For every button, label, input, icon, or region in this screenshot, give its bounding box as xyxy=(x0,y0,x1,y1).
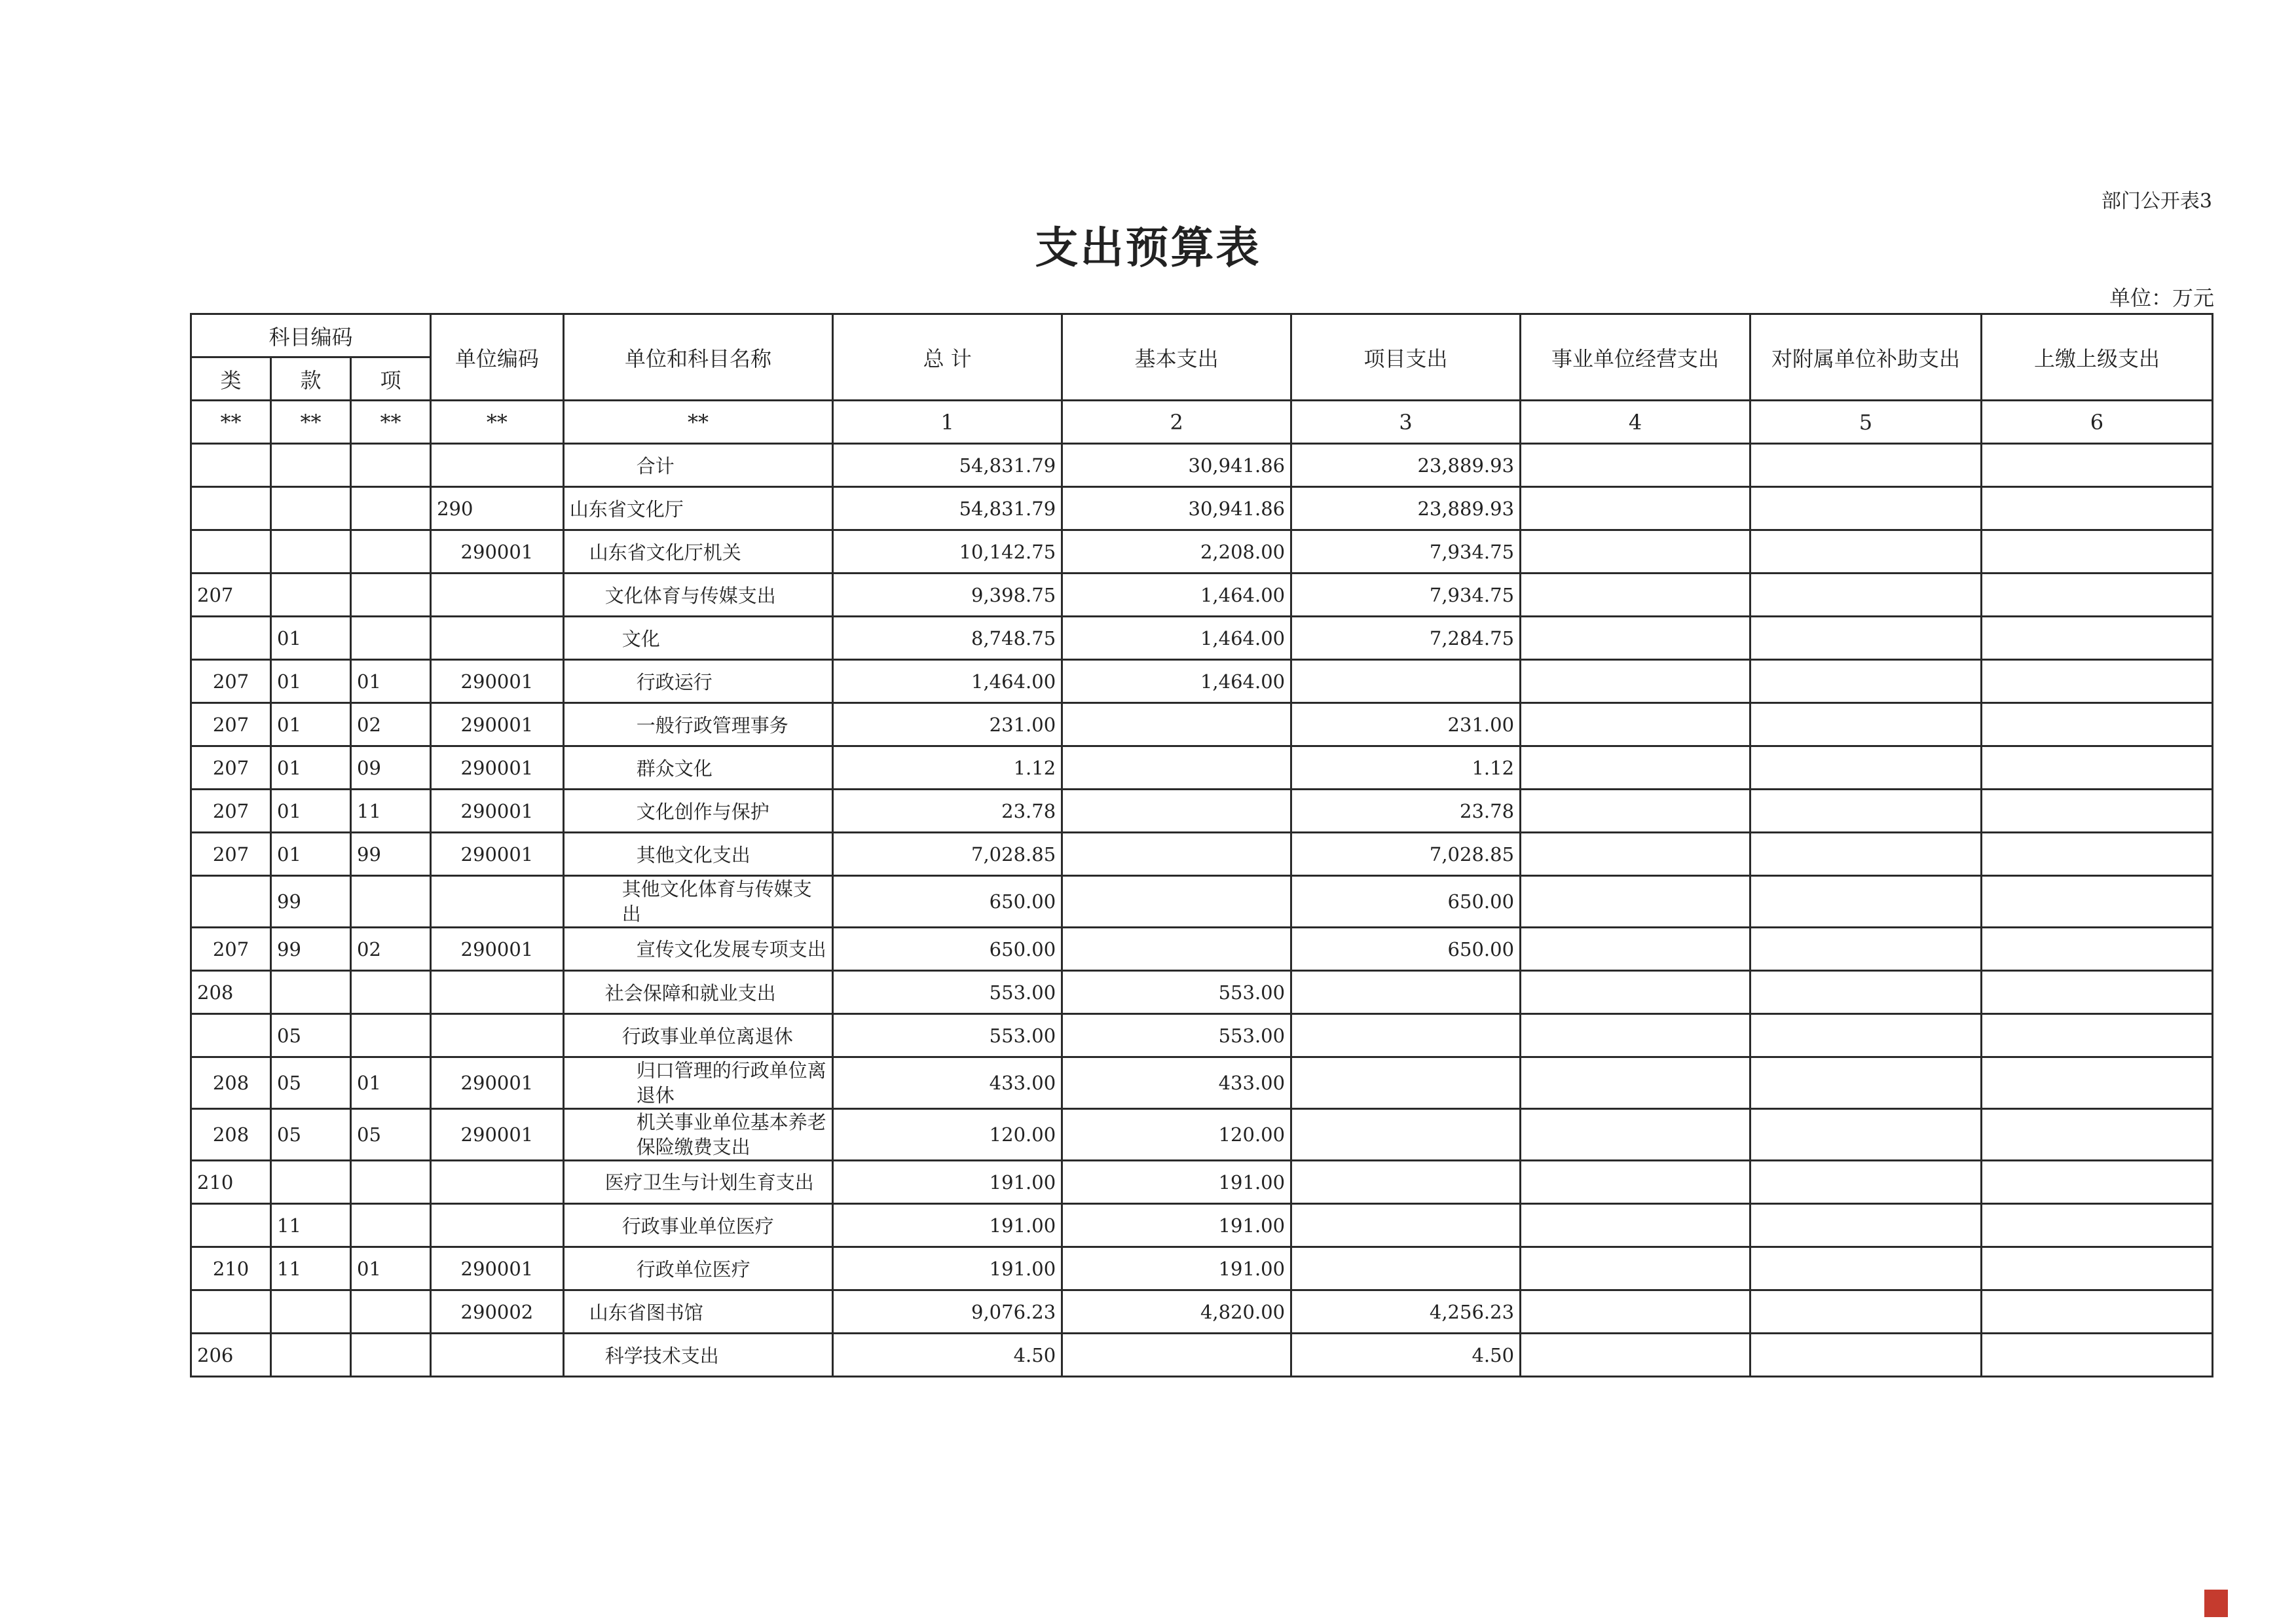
cell-remit xyxy=(1981,530,2212,574)
cell-total: 433.00 xyxy=(833,1057,1062,1109)
cell-unit-code xyxy=(431,876,564,928)
cell-subsidy xyxy=(1750,530,1981,574)
cell-project xyxy=(1291,1161,1521,1204)
cell-kuan xyxy=(271,487,351,530)
table-row xyxy=(191,1334,2213,1377)
cell-unit-code: 290001 xyxy=(431,928,564,971)
cell-business xyxy=(1521,617,1750,660)
cell-basic: 191.00 xyxy=(1062,1204,1291,1247)
cell-kuan xyxy=(271,444,351,487)
cell-remit xyxy=(1981,1334,2212,1377)
cell-business xyxy=(1521,971,1750,1014)
cell-remit xyxy=(1981,487,2212,530)
cell-lei: 210 xyxy=(191,1161,271,1204)
cell-unit-name: 行政运行 xyxy=(563,660,832,703)
cell-lei xyxy=(191,1204,271,1247)
cell-business xyxy=(1521,1290,1750,1334)
cell-kuan xyxy=(271,1334,351,1377)
cell-remit xyxy=(1981,1161,2212,1204)
column-index: ** xyxy=(271,401,351,444)
cell-xiang: 01 xyxy=(351,1247,431,1290)
cell-total: 120.00 xyxy=(833,1109,1062,1161)
cell-business xyxy=(1521,703,1750,746)
cell-unit-name: 合计 xyxy=(563,444,832,487)
cell-remit xyxy=(1981,660,2212,703)
cell-unit-code: 290001 xyxy=(431,1109,564,1161)
cell-project xyxy=(1291,1247,1521,1290)
cell-basic: 120.00 xyxy=(1062,1109,1291,1161)
cell-project xyxy=(1291,660,1521,703)
cell-subsidy xyxy=(1750,1290,1981,1334)
cell-project xyxy=(1291,971,1521,1014)
cell-subsidy xyxy=(1750,746,1981,790)
cell-unit-name: 文化创作与保护 xyxy=(563,790,832,833)
cell-xiang: 01 xyxy=(351,1057,431,1109)
table-row xyxy=(191,928,2213,971)
table-row xyxy=(191,1014,2213,1057)
cell-remit xyxy=(1981,928,2212,971)
cell-basic: 1,464.00 xyxy=(1062,574,1291,617)
cell-remit xyxy=(1981,1109,2212,1161)
cell-business xyxy=(1521,833,1750,876)
cell-lei: 208 xyxy=(191,1057,271,1109)
cell-business xyxy=(1521,928,1750,971)
cell-kuan: 01 xyxy=(271,790,351,833)
cell-project: 1.12 xyxy=(1291,746,1521,790)
cell-unit-code: 290001 xyxy=(431,1057,564,1109)
table-row xyxy=(191,444,2213,487)
cell-lei: 208 xyxy=(191,1109,271,1161)
cell-unit-code xyxy=(431,1204,564,1247)
cell-project: 7,934.75 xyxy=(1291,530,1521,574)
cell-business xyxy=(1521,1109,1750,1161)
cell-unit-code xyxy=(431,444,564,487)
cell-total: 54,831.79 xyxy=(833,487,1062,530)
cell-unit-code: 290001 xyxy=(431,530,564,574)
cell-subsidy xyxy=(1750,1057,1981,1109)
table-row xyxy=(191,971,2213,1014)
header-total: 总 计 xyxy=(833,314,1062,401)
cell-total: 650.00 xyxy=(833,876,1062,928)
header-remit-expenditure: 上缴上级支出 xyxy=(1981,314,2212,401)
cell-xiang xyxy=(351,617,431,660)
cell-project: 650.00 xyxy=(1291,928,1521,971)
cell-basic: 30,941.86 xyxy=(1062,444,1291,487)
cell-kuan: 99 xyxy=(271,876,351,928)
cell-basic xyxy=(1062,928,1291,971)
cell-subsidy xyxy=(1750,928,1981,971)
header-basic-expenditure: 基本支出 xyxy=(1062,314,1291,401)
header-xiang: 项 xyxy=(351,357,431,401)
cell-total: 1.12 xyxy=(833,746,1062,790)
column-index: ** xyxy=(431,401,564,444)
table-row xyxy=(191,617,2213,660)
cell-xiang xyxy=(351,1204,431,1247)
cell-xiang xyxy=(351,876,431,928)
cell-lei: 207 xyxy=(191,790,271,833)
cell-kuan: 01 xyxy=(271,833,351,876)
cell-basic: 191.00 xyxy=(1062,1161,1291,1204)
cell-kuan xyxy=(271,971,351,1014)
cell-unit-code: 290 xyxy=(431,487,564,530)
cell-total: 650.00 xyxy=(833,928,1062,971)
cell-project xyxy=(1291,1109,1521,1161)
cell-basic: 1,464.00 xyxy=(1062,617,1291,660)
table-row xyxy=(191,1290,2213,1334)
header-kuan: 款 xyxy=(271,357,351,401)
cell-business xyxy=(1521,487,1750,530)
cell-total: 9,398.75 xyxy=(833,574,1062,617)
cell-project xyxy=(1291,1014,1521,1057)
cell-business xyxy=(1521,1247,1750,1290)
cell-xiang xyxy=(351,1014,431,1057)
cell-project: 23.78 xyxy=(1291,790,1521,833)
cell-kuan: 05 xyxy=(271,1057,351,1109)
column-index: 3 xyxy=(1291,401,1521,444)
cell-business xyxy=(1521,1014,1750,1057)
cell-subsidy xyxy=(1750,703,1981,746)
cell-unit-code xyxy=(431,617,564,660)
cell-total: 191.00 xyxy=(833,1204,1062,1247)
cell-kuan: 11 xyxy=(271,1247,351,1290)
table-row xyxy=(191,530,2213,574)
table-row xyxy=(191,574,2213,617)
header-unit-code: 单位编码 xyxy=(431,314,564,401)
cell-kuan: 01 xyxy=(271,703,351,746)
cell-unit-name: 宣传文化发展专项支出 xyxy=(563,928,832,971)
cell-total: 553.00 xyxy=(833,1014,1062,1057)
cell-kuan xyxy=(271,574,351,617)
table-row xyxy=(191,660,2213,703)
cell-lei: 206 xyxy=(191,1334,271,1377)
cell-remit xyxy=(1981,1290,2212,1334)
cell-xiang xyxy=(351,971,431,1014)
cell-total: 191.00 xyxy=(833,1247,1062,1290)
header-subsidy-expenditure: 对附属单位补助支出 xyxy=(1750,314,1981,401)
cell-basic: 191.00 xyxy=(1062,1247,1291,1290)
cell-unit-code: 290001 xyxy=(431,833,564,876)
cell-unit-name: 其他文化体育与传媒支出 xyxy=(563,876,832,928)
cell-unit-name: 科学技术支出 xyxy=(563,1334,832,1377)
cell-total: 231.00 xyxy=(833,703,1062,746)
cell-unit-name: 群众文化 xyxy=(563,746,832,790)
cell-kuan: 01 xyxy=(271,660,351,703)
table-body xyxy=(191,444,2213,1377)
cell-basic: 553.00 xyxy=(1062,1014,1291,1057)
cell-total: 8,748.75 xyxy=(833,617,1062,660)
table-row xyxy=(191,487,2213,530)
cell-unit-name: 机关事业单位基本养老保险缴费支出 xyxy=(563,1109,832,1161)
cell-remit xyxy=(1981,574,2212,617)
column-index: 4 xyxy=(1521,401,1750,444)
cell-xiang: 11 xyxy=(351,790,431,833)
cell-unit-name: 归口管理的行政单位离退休 xyxy=(563,1057,832,1109)
cell-kuan: 01 xyxy=(271,746,351,790)
cell-subsidy xyxy=(1750,1161,1981,1204)
column-index: ** xyxy=(563,401,832,444)
cell-subsidy xyxy=(1750,1334,1981,1377)
cell-basic: 553.00 xyxy=(1062,971,1291,1014)
cell-lei xyxy=(191,1290,271,1334)
cell-project: 7,934.75 xyxy=(1291,574,1521,617)
cell-business xyxy=(1521,876,1750,928)
cell-lei: 207 xyxy=(191,928,271,971)
table-row xyxy=(191,1057,2213,1109)
cell-total: 10,142.75 xyxy=(833,530,1062,574)
table-row xyxy=(191,1247,2213,1290)
cell-kuan: 01 xyxy=(271,617,351,660)
table-header xyxy=(191,314,2213,444)
cell-remit xyxy=(1981,833,2212,876)
cell-unit-code: 290001 xyxy=(431,703,564,746)
table-row xyxy=(191,833,2213,876)
cell-basic xyxy=(1062,1334,1291,1377)
cell-business xyxy=(1521,574,1750,617)
cell-basic: 2,208.00 xyxy=(1062,530,1291,574)
cell-remit xyxy=(1981,1014,2212,1057)
cell-unit-code xyxy=(431,1334,564,1377)
header-business-expenditure: 事业单位经营支出 xyxy=(1521,314,1750,401)
table-row xyxy=(191,1109,2213,1161)
cell-lei xyxy=(191,1014,271,1057)
cell-kuan: 99 xyxy=(271,928,351,971)
cell-basic: 30,941.86 xyxy=(1062,487,1291,530)
cell-subsidy xyxy=(1750,617,1981,660)
cell-kuan xyxy=(271,1290,351,1334)
cell-subsidy xyxy=(1750,444,1981,487)
cell-subsidy xyxy=(1750,1247,1981,1290)
cell-remit xyxy=(1981,1247,2212,1290)
cell-subsidy xyxy=(1750,1014,1981,1057)
page-title: 支出预算表 xyxy=(1035,223,1261,273)
unit-label: 单位：万元 xyxy=(2109,285,2214,310)
cell-subsidy xyxy=(1750,660,1981,703)
cell-kuan: 11 xyxy=(271,1204,351,1247)
cell-subsidy xyxy=(1750,1109,1981,1161)
cell-xiang xyxy=(351,574,431,617)
cell-lei: 207 xyxy=(191,746,271,790)
cell-lei xyxy=(191,444,271,487)
column-index: 5 xyxy=(1750,401,1981,444)
cell-business xyxy=(1521,790,1750,833)
header-lei: 类 xyxy=(191,357,271,401)
table-number: 部门公开表3 xyxy=(2101,190,2212,213)
cell-unit-name: 医疗卫生与计划生育支出 xyxy=(563,1161,832,1204)
cell-subsidy xyxy=(1750,833,1981,876)
cell-xiang: 02 xyxy=(351,928,431,971)
cell-unit-name: 行政事业单位离退休 xyxy=(563,1014,832,1057)
cell-unit-code: 290001 xyxy=(431,746,564,790)
cell-unit-name: 一般行政管理事务 xyxy=(563,703,832,746)
cell-lei xyxy=(191,487,271,530)
seal-stamp xyxy=(2204,1590,2228,1617)
cell-xiang xyxy=(351,487,431,530)
cell-remit xyxy=(1981,617,2212,660)
column-index: ** xyxy=(191,401,271,444)
cell-project: 231.00 xyxy=(1291,703,1521,746)
cell-basic xyxy=(1062,876,1291,928)
cell-unit-name: 行政单位医疗 xyxy=(563,1247,832,1290)
cell-xiang: 02 xyxy=(351,703,431,746)
cell-xiang xyxy=(351,530,431,574)
cell-subsidy xyxy=(1750,971,1981,1014)
cell-business xyxy=(1521,530,1750,574)
column-index: 1 xyxy=(833,401,1062,444)
cell-lei: 207 xyxy=(191,833,271,876)
cell-kuan xyxy=(271,530,351,574)
cell-unit-code xyxy=(431,1014,564,1057)
cell-unit-name: 其他文化支出 xyxy=(563,833,832,876)
cell-kuan: 05 xyxy=(271,1014,351,1057)
cell-xiang xyxy=(351,1290,431,1334)
cell-unit-name: 山东省文化厅机关 xyxy=(563,530,832,574)
cell-remit xyxy=(1981,790,2212,833)
cell-unit-code xyxy=(431,574,564,617)
cell-basic: 433.00 xyxy=(1062,1057,1291,1109)
cell-unit-code xyxy=(431,1161,564,1204)
cell-lei xyxy=(191,617,271,660)
cell-total: 9,076.23 xyxy=(833,1290,1062,1334)
cell-lei xyxy=(191,876,271,928)
cell-total: 1,464.00 xyxy=(833,660,1062,703)
column-index: 6 xyxy=(1981,401,2212,444)
cell-project: 650.00 xyxy=(1291,876,1521,928)
cell-unit-name: 山东省图书馆 xyxy=(563,1290,832,1334)
cell-unit-code: 290001 xyxy=(431,660,564,703)
expenditure-budget-table xyxy=(190,313,2213,1377)
table-row xyxy=(191,790,2213,833)
cell-remit xyxy=(1981,876,2212,928)
cell-project xyxy=(1291,1204,1521,1247)
cell-total: 7,028.85 xyxy=(833,833,1062,876)
cell-basic xyxy=(1062,833,1291,876)
cell-unit-name: 文化体育与传媒支出 xyxy=(563,574,832,617)
cell-xiang: 99 xyxy=(351,833,431,876)
cell-remit xyxy=(1981,1204,2212,1247)
cell-subsidy xyxy=(1750,574,1981,617)
cell-remit xyxy=(1981,444,2212,487)
cell-lei: 208 xyxy=(191,971,271,1014)
cell-unit-name: 文化 xyxy=(563,617,832,660)
cell-unit-code: 290001 xyxy=(431,1247,564,1290)
cell-kuan xyxy=(271,1161,351,1204)
cell-lei: 207 xyxy=(191,660,271,703)
cell-lei xyxy=(191,530,271,574)
cell-remit xyxy=(1981,746,2212,790)
cell-project: 4.50 xyxy=(1291,1334,1521,1377)
cell-business xyxy=(1521,1204,1750,1247)
cell-project: 23,889.93 xyxy=(1291,444,1521,487)
cell-basic xyxy=(1062,746,1291,790)
cell-business xyxy=(1521,1161,1750,1204)
column-index: ** xyxy=(351,401,431,444)
cell-remit xyxy=(1981,703,2212,746)
cell-project: 7,284.75 xyxy=(1291,617,1521,660)
cell-lei: 210 xyxy=(191,1247,271,1290)
cell-subsidy xyxy=(1750,790,1981,833)
column-index-row xyxy=(191,401,2213,444)
table-row xyxy=(191,703,2213,746)
cell-remit xyxy=(1981,1057,2212,1109)
cell-project: 4,256.23 xyxy=(1291,1290,1521,1334)
header-unit-name: 单位和科目名称 xyxy=(563,314,832,401)
cell-business xyxy=(1521,746,1750,790)
cell-business xyxy=(1521,1334,1750,1377)
cell-xiang xyxy=(351,1161,431,1204)
cell-subsidy xyxy=(1750,1204,1981,1247)
cell-xiang: 05 xyxy=(351,1109,431,1161)
cell-unit-code: 290001 xyxy=(431,790,564,833)
cell-total: 54,831.79 xyxy=(833,444,1062,487)
cell-lei: 207 xyxy=(191,703,271,746)
table-row xyxy=(191,1161,2213,1204)
cell-subsidy xyxy=(1750,487,1981,530)
cell-xiang: 09 xyxy=(351,746,431,790)
cell-business xyxy=(1521,444,1750,487)
cell-unit-name: 社会保障和就业支出 xyxy=(563,971,832,1014)
cell-total: 4.50 xyxy=(833,1334,1062,1377)
cell-remit xyxy=(1981,971,2212,1014)
cell-project: 7,028.85 xyxy=(1291,833,1521,876)
table-row xyxy=(191,1204,2213,1247)
cell-unit-name: 行政事业单位医疗 xyxy=(563,1204,832,1247)
cell-basic: 4,820.00 xyxy=(1062,1290,1291,1334)
cell-basic xyxy=(1062,790,1291,833)
cell-project: 23,889.93 xyxy=(1291,487,1521,530)
cell-basic: 1,464.00 xyxy=(1062,660,1291,703)
column-index: 2 xyxy=(1062,401,1291,444)
cell-unit-name: 山东省文化厅 xyxy=(563,487,832,530)
cell-basic xyxy=(1062,703,1291,746)
cell-total: 553.00 xyxy=(833,971,1062,1014)
cell-xiang xyxy=(351,444,431,487)
cell-project xyxy=(1291,1057,1521,1109)
cell-total: 23.78 xyxy=(833,790,1062,833)
cell-subsidy xyxy=(1750,876,1981,928)
cell-unit-code xyxy=(431,971,564,1014)
header-project-expenditure: 项目支出 xyxy=(1291,314,1521,401)
cell-kuan: 05 xyxy=(271,1109,351,1161)
header-subject-code: 科目编码 xyxy=(191,314,431,357)
table-row xyxy=(191,746,2213,790)
cell-unit-code: 290002 xyxy=(431,1290,564,1334)
table-row xyxy=(191,876,2213,928)
cell-business xyxy=(1521,1057,1750,1109)
cell-xiang xyxy=(351,1334,431,1377)
cell-xiang: 01 xyxy=(351,660,431,703)
cell-lei: 207 xyxy=(191,574,271,617)
cell-business xyxy=(1521,660,1750,703)
cell-total: 191.00 xyxy=(833,1161,1062,1204)
